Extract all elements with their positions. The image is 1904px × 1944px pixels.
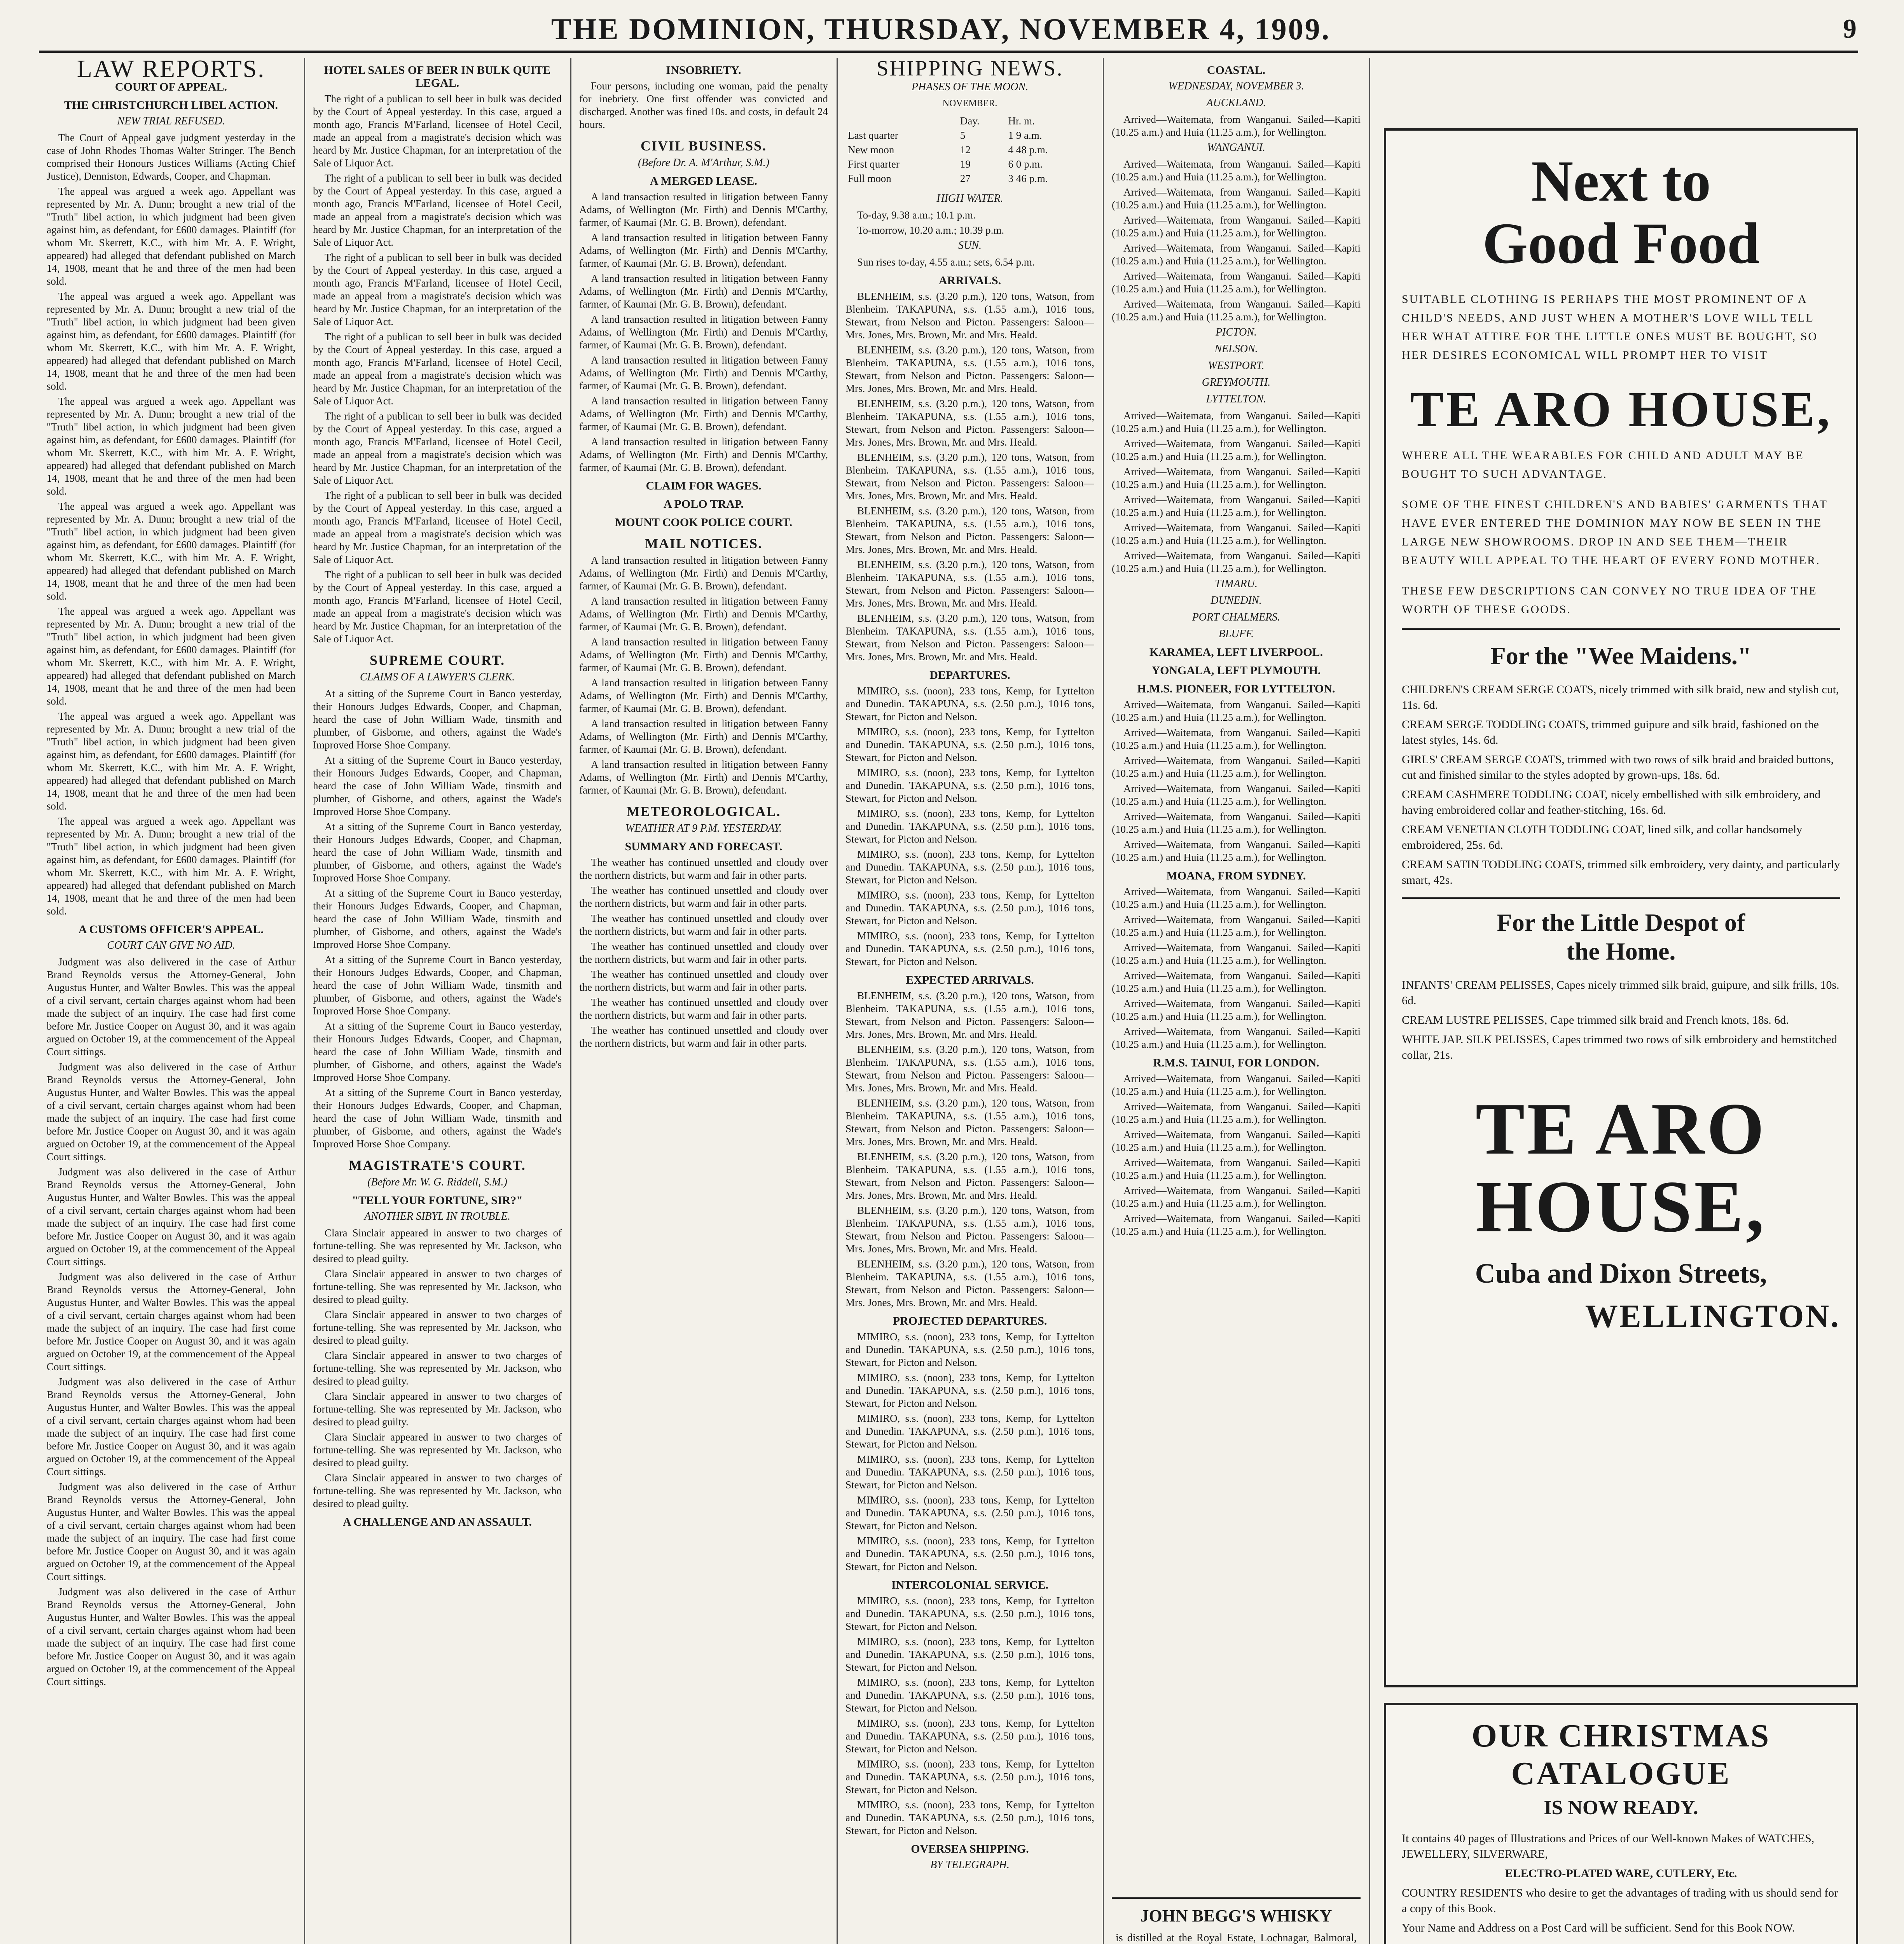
body-text-line: MIMIRO, s.s. (noon), 233 tons, Kemp, for Lyttelton and Dunedin. TAKAPUNA, s.s. (2.50 p.m.), 1016 tons, Stewart, for Picton and Nelson. <box>845 1717 1094 1755</box>
court-body-text <box>313 172 562 645</box>
body-text-line: BLENHEIM, s.s. (3.20 p.m.), 120 tons, Watson, from Blenheim. TAKAPUNA, s.s. (1.55 a.m.), 1016 tons, Stewart, from Nelson and Picton. Passengers: Saloon—Mrs. Jones, Mrs. Brown, Mr. and Mrs. Heald. <box>845 1044 1094 1094</box>
insobriety-heading: INSOBRIETY. <box>666 64 741 77</box>
te-aro-where: WHERE ALL THE WEARABLES FOR CHILD AND ADULT MAY BE BOUGHT TO SUCH ADVANTAGE. <box>1402 449 1804 481</box>
law-paragraph: The appeal was argued a week ago. Appellant was represented by Mr. A. Dunn; brought a new trial of the "Truth" libel action, in which judgment had been given against him, as defendant, for £600 damages. Plaintiff (for whom Mr. Skerrett, K.C., with him Mr. A. F. Wright, appeared) had alleged that defendant published on March 14, 1908, meant that he and three of the men had been sold. <box>47 185 295 287</box>
arrivals-paragraph: BLENHEIM, s.s. (3.20 p.m.), 120 tons, Watson, from Blenheim. TAKAPUNA, s.s. (1.55 a.m.), 1016 tons, Stewart, from Nelson and Picton. Passengers: Saloon—Mrs. Jones, Mrs. Brown, Mr. and Mrs. Heald. <box>845 290 1094 341</box>
body-text-line: Arrived—Waitemata, from Wanganui. Sailed—Kapiti (10.25 a.m.) and Huia (11.25 a.m.), for Wellington. <box>1112 783 1361 807</box>
body-text-line: Arrived—Waitemata, from Wanganui. Sailed—Kapiti (10.25 a.m.) and Huia (11.25 a.m.), for Wellington. <box>1112 438 1361 462</box>
arrivals-body-text <box>845 344 1094 663</box>
karamea-heading: KARAMEA, LEFT LIVERPOOL. <box>1149 646 1323 659</box>
departures-body-text <box>845 726 1094 968</box>
te-aro-intro: SUITABLE CLOTHING IS PERHAPS THE MOST PROMINENT OF A CHILD'S NEEDS, AND JUST WHEN A MOTHER'S LOVE WILL TELL HER WHAT ATTIRE FOR THE LITTLE ONES MUST BE BOUGHT, SO HER DESIRES ECONOMICAL WILL PROMPT HER TO VISIT <box>1402 293 1818 362</box>
column-rule <box>570 58 571 1944</box>
column-court-news <box>313 58 562 1944</box>
te-aro-address: Cuba and Dixon Streets, <box>1475 1258 1767 1289</box>
body-text-line: The right of a publican to sell beer in bulk was decided by the Court of Appeal yesterday. In this case, argued a month ago, Francis M'Farland, licensee of Hotel Cecil, made an appeal from a magistrate's decision which was heard by Mr. Justice Chapman, for an interpretation of the Sale of Liquor Act. <box>313 489 562 565</box>
sibyl-heading: ANOTHER SIBYL IN TROUBLE. <box>364 1210 510 1222</box>
body-text-line: Arrived—Waitemata, from Wanganui. Sailed—Kapiti (10.25 a.m.) and Huia (11.25 a.m.), for Wellington. <box>1112 755 1361 779</box>
body-text-line: A land transaction resulted in litigation between Fanny Adams, of Wellington (Mr. Firth) and Dennis M'Carthy, farmer, of Kaumai (Mr. G. B. Brown), defendant. <box>579 595 828 633</box>
body-text-line: The weather has continued unsettled and cloudy over the northern districts, but warm and fair in other parts. <box>579 913 828 937</box>
column-civil-mail <box>579 58 828 1944</box>
lawyers-clerk-heading: CLAIMS OF A LAWYER'S CLERK. <box>360 671 515 683</box>
body-text-line: Arrived—Waitemata, from Wanganui. Sailed—Kapiti (10.25 a.m.) and Huia (11.25 a.m.), for Wellington. <box>1112 914 1361 938</box>
moon-day: 27 <box>960 173 971 184</box>
coastal-date: WEDNESDAY, NOVEMBER 3. <box>1168 80 1304 92</box>
sun-heading: SUN. <box>958 240 982 252</box>
departures-heading: DEPARTURES. <box>929 669 1010 682</box>
coastal-body-text <box>1112 1072 1361 1238</box>
body-text-line: At a sitting of the Supreme Court in Banco yesterday, their Honours Judges Edwards, Cooper, and Chapman, heard the case of John William Wade, tinsmith and plumber, of Gisborne, and others, against the Wade's Improved Horse Shoe Company. <box>313 1087 562 1150</box>
pioneer-heading: H.M.S. PIONEER, FOR LYTTELTON. <box>1137 682 1335 695</box>
body-text-line: Arrived—Waitemata, from Wanganui. Sailed—Kapiti (10.25 a.m.) and Huia (11.25 a.m.), for Wellington. <box>1112 1073 1361 1097</box>
despot-item: WHITE JAP. SILK PELISSES, Capes trimmed two rows of silk embroidery and hemstitched collar, 21s. <box>1402 1033 1837 1061</box>
body-text-line: At a sitting of the Supreme Court in Banco yesterday, their Honours Judges Edwards, Cooper, and Chapman, heard the case of John William Wade, tinsmith and plumber, of Gisborne, and others, against the Wade's Improved Horse Shoe Company. <box>313 754 562 817</box>
christmas-catalogue-ad <box>1384 1703 1858 1944</box>
body-text-line: The weather has continued unsettled and cloudy over the northern districts, but warm and fair in other parts. <box>579 941 828 965</box>
body-text-line: The appeal was argued a week ago. Appellant was represented by Mr. A. Dunn; brought a new trial of the "Truth" libel action, in which judgment had been given against him, as defendant, for £600 damages. Plaintiff (for whom Mr. Skerrett, K.C., with him Mr. A. F. Wright, appeared) had alleged that defendant published on March 14, 1908, meant that he and three of the men had been sold. <box>47 290 295 392</box>
court-paragraph: The right of a publican to sell beer in bulk was decided by the Court of Appeal yesterday. In this case, argued a month ago, Francis M'Farland, licensee of Hotel Cecil, made an appeal from a magistrate's decision which was heard by Mr. Justice Chapman, for an interpretation of the Sale of Liquor Act. <box>313 93 562 169</box>
law-body-text <box>47 290 295 918</box>
body-text-line: A land transaction resulted in litigation between Fanny Adams, of Wellington (Mr. Firth) and Dennis M'Carthy, farmer, of Kaumai (Mr. G. B. Brown), defendant. <box>579 273 828 310</box>
civil-sub-heading: (Before Dr. A. M'Arthur, S.M.) <box>638 157 770 169</box>
law-paragraph: Judgment was also delivered in the case of Arthur Brand Reynolds versus the Attorney-General, John Augustus Hunter, and Walter Bowles. This was the appeal of a civil servant, certain charges against whom had been made the subject of an inquiry. The case had first come before Mr. Justice Cooper on August 30, and it was again argued on October 19, at the commencement of the Appeal Court sittings. <box>47 956 295 1058</box>
body-text-line: The weather has continued unsettled and cloudy over the northern districts, but warm and fair in other parts. <box>579 996 828 1021</box>
body-text-line: Arrived—Waitemata, from Wanganui. Sailed—Kapiti (10.25 a.m.) and Huia (11.25 a.m.), for Wellington. <box>1112 494 1361 518</box>
page-number: 9 <box>1843 14 1858 44</box>
telegraph-heading: BY TELEGRAPH. <box>930 1859 1010 1871</box>
body-text-line: MIMIRO, s.s. (noon), 233 tons, Kemp, for Lyttelton and Dunedin. TAKAPUNA, s.s. (2.50 p.m.), 1016 tons, Stewart, for Picton and Nelson. <box>845 1636 1094 1673</box>
tainui-heading: R.M.S. TAINUI, FOR LONDON. <box>1153 1056 1319 1069</box>
whisky-body: is distilled at the Royal Estate, Lochnagar, Balmoral, <box>1116 1932 1357 1944</box>
body-text-line: MIMIRO, s.s. (noon), 233 tons, Kemp, for Lyttelton and Dunedin. TAKAPUNA, s.s. (2.50 p.m.), 1016 tons, Stewart, for Picton and Nelson. <box>845 1535 1094 1572</box>
body-text-line: Arrived—Waitemata, from Wanganui. Sailed—Kapiti (10.25 a.m.) and Huia (11.25 a.m.), for Wellington. <box>1112 522 1361 546</box>
body-text-line: MIMIRO, s.s. (noon), 233 tons, Kemp, for Lyttelton and Dunedin. TAKAPUNA, s.s. (2.50 p.m.), 1016 tons, Stewart, for Picton and Nelson. <box>845 1677 1094 1714</box>
projected-body-text <box>845 1330 1094 1573</box>
new-trial-refused-heading: NEW TRIAL REFUSED. <box>117 115 225 127</box>
body-text-line: BLENHEIM, s.s. (3.20 p.m.), 120 tons, Watson, from Blenheim. TAKAPUNA, s.s. (1.55 a.m.), 1016 tons, Stewart, from Nelson and Picton. Passengers: Saloon—Mrs. Jones, Mrs. Brown, Mr. and Mrs. Heald. <box>845 559 1094 609</box>
civil-business-heading: CIVIL BUSINESS. <box>640 138 767 154</box>
body-text-line: Arrived—Waitemata, from Wanganui. Sailed—Kapiti (10.25 a.m.) and Huia (11.25 a.m.), for Wellington. <box>1112 811 1361 835</box>
coastal-body-text <box>1112 885 1361 1051</box>
high-water-tomorrow: To-morrow, 10.20 a.m.; 10.39 p.m. <box>857 224 1004 236</box>
body-text-line: Clara Sinclair appeared in answer to two charges of fortune-telling. She was represented by Mr. Jackson, who desired to plead guilty. <box>313 1350 562 1387</box>
body-text-line: MIMIRO, s.s. (noon), 233 tons, Kemp, for Lyttelton and Dunedin. TAKAPUNA, s.s. (2.50 p.m.), 1016 tons, Stewart, for Picton and Nelson. <box>845 1595 1094 1632</box>
body-text-line: Judgment was also delivered in the case of Arthur Brand Reynolds versus the Attorney-General, John Augustus Hunter, and Walter Bowles. This was the appeal of a civil servant, certain charges against whom had been made the subject of an inquiry. The case had first come before Mr. Justice Cooper on August 30, and it was again argued on October 19, at the commencement of the Appeal Court sittings. <box>47 1586 295 1687</box>
column-rule <box>1369 58 1370 1944</box>
sun-text: Sun rises to-day, 4.55 a.m.; sets, 6.54 p.m. <box>857 256 1035 268</box>
moon-table <box>845 114 1094 186</box>
body-text-line: Arrived—Waitemata, from Wanganui. Sailed—Kapiti (10.25 a.m.) and Huia (11.25 a.m.), for Wellington. <box>1112 214 1361 239</box>
body-text-line: A land transaction resulted in litigation between Fanny Adams, of Wellington (Mr. Firth) and Dennis M'Carthy, farmer, of Kaumai (Mr. G. B. Brown), defendant. <box>579 759 828 796</box>
body-text-line: A land transaction resulted in litigation between Fanny Adams, of Wellington (Mr. Firth) and Dennis M'Carthy, farmer, of Kaumai (Mr. G. B. Brown), defendant. <box>579 554 828 592</box>
moon-row <box>845 157 1094 171</box>
customs-appeal-heading: A CUSTOMS OFFICER'S APPEAL. <box>78 923 264 936</box>
court-paragraph: Clara Sinclair appeared in answer to two charges of fortune-telling. She was represented by Mr. Jackson, who desired to plead guilty. <box>313 1227 562 1264</box>
court-paragraph: At a sitting of the Supreme Court in Banco yesterday, their Honours Judges Edwards, Cooper, and Chapman, heard the case of John William Wade, tinsmith and plumber, of Gisborne, and others, against the Wade's Improved Horse Shoe Company. <box>313 688 562 751</box>
libel-action-heading: THE CHRISTCHURCH LIBEL ACTION. <box>64 99 278 112</box>
mount-cook-heading: MOUNT COOK POLICE COURT. <box>615 516 793 529</box>
moon-phase: New moon <box>848 144 894 156</box>
arrivals-heading: ARRIVALS. <box>938 274 1001 287</box>
body-text-line: The appeal was argued a week ago. Appellant was represented by Mr. A. Dunn; brought a new trial of the "Truth" libel action, in which judgment had been given against him, as defendant, for £600 damages. Plaintiff (for whom Mr. Skerrett, K.C., with him Mr. A. F. Wright, appeared) had alleged that defendant published on March 14, 1908, meant that he and three of the men had been sold. <box>47 395 295 497</box>
body-text-line: BLENHEIM, s.s. (3.20 p.m.), 120 tons, Watson, from Blenheim. TAKAPUNA, s.s. (1.55 a.m.), 1016 tons, Stewart, from Nelson and Picton. Passengers: Saloon—Mrs. Jones, Mrs. Brown, Mr. and Mrs. Heald. <box>845 1258 1094 1308</box>
hotel-beer-heading: HOTEL SALES OF BEER IN BULK QUITE LEGAL. <box>324 64 551 89</box>
moon-time: 4 48 p.m. <box>1008 144 1048 156</box>
port-timaru: TIMARU. <box>1215 578 1258 590</box>
body-text-line: Arrived—Waitemata, from Wanganui. Sailed—Kapiti (10.25 a.m.) and Huia (11.25 a.m.), for Wellington. <box>1112 270 1361 295</box>
body-text-line: A land transaction resulted in litigation between Fanny Adams, of Wellington (Mr. Firth) and Dennis M'Carthy, farmer, of Kaumai (Mr. G. B. Brown), defendant. <box>579 636 828 673</box>
summary-forecast-heading: SUMMARY AND FORECAST. <box>625 840 783 853</box>
catalogue-body: COUNTRY RESIDENTS who desire to get the advantages of trading with us should send for a copy of this Book. <box>1402 1886 1838 1915</box>
next-to-headline: Next to <box>1531 149 1711 213</box>
high-water-today: To-day, 9.38 a.m.; 10.1 p.m. <box>857 209 976 221</box>
body-text-line: BLENHEIM, s.s. (3.20 p.m.), 120 tons, Watson, from Blenheim. TAKAPUNA, s.s. (1.55 a.m.), 1016 tons, Stewart, from Nelson and Picton. Passengers: Saloon—Mrs. Jones, Mrs. Brown, Mr. and Mrs. Heald. <box>845 344 1094 394</box>
port-dunedin: DUNEDIN. <box>1211 594 1262 607</box>
body-text-line: The right of a publican to sell beer in bulk was decided by the Court of Appeal yesterday. In this case, argued a month ago, Francis M'Farland, licensee of Hotel Cecil, made an appeal from a magistrate's decision which was heard by Mr. Justice Chapman, for an interpretation of the Sale of Liquor Act. <box>313 569 562 645</box>
coastal-body-text <box>1112 409 1361 575</box>
body-text-line: BLENHEIM, s.s. (3.20 p.m.), 120 tons, Watson, from Blenheim. TAKAPUNA, s.s. (1.55 a.m.), 1016 tons, Stewart, from Nelson and Picton. Passengers: Saloon—Mrs. Jones, Mrs. Brown, Mr. and Mrs. Heald. <box>845 990 1094 1040</box>
body-text-line: The appeal was argued a week ago. Appellant was represented by Mr. A. Dunn; brought a new trial of the "Truth" libel action, in which judgment had been given against him, as defendant, for £600 damages. Plaintiff (for whom Mr. Skerrett, K.C., with him Mr. A. F. Wright, appeared) had alleged that defendant published on March 14, 1908, meant that he and three of the men had been sold. <box>47 605 295 707</box>
departures-paragraph: MIMIRO, s.s. (noon), 233 tons, Kemp, for Lyttelton and Dunedin. TAKAPUNA, s.s. (2.50 p.m.), 1016 tons, Stewart, for Picton and Nelson. <box>845 685 1094 722</box>
body-text-line: Arrived—Waitemata, from Wanganui. Sailed—Kapiti (10.25 a.m.) and Huia (11.25 a.m.), for Wellington. <box>1112 727 1361 751</box>
body-text-line: BLENHEIM, s.s. (3.20 p.m.), 120 tons, Watson, from Blenheim. TAKAPUNA, s.s. (1.55 a.m.), 1016 tons, Stewart, from Nelson and Picton. Passengers: Saloon—Mrs. Jones, Mrs. Brown, Mr. and Mrs. Heald. <box>845 451 1094 502</box>
body-text-line: The weather has continued unsettled and cloudy over the northern districts, but warm and fair in other parts. <box>579 969 828 993</box>
mail-body-text <box>579 554 828 797</box>
port-westport: WESTPORT. <box>1208 360 1265 372</box>
body-text-line: Clara Sinclair appeared in answer to two charges of fortune-telling. She was represented by Mr. Jackson, who desired to plead guilty. <box>313 1268 562 1305</box>
body-text-line: Clara Sinclair appeared in answer to two charges of fortune-telling. She was represented by Mr. Jackson, who desired to plead guilty. <box>313 1390 562 1428</box>
moon-col-day: Day. <box>960 115 980 127</box>
body-text-line: Arrived—Waitemata, from Wanganui. Sailed—Kapiti (10.25 a.m.) and Huia (11.25 a.m.), for Wellington. <box>1112 1213 1361 1237</box>
body-text-line: MIMIRO, s.s. (noon), 233 tons, Kemp, for Lyttelton and Dunedin. TAKAPUNA, s.s. (2.50 p.m.), 1016 tons, Stewart, for Picton and Nelson. <box>845 1413 1094 1450</box>
te-aro-city: WELLINGTON. <box>1585 1298 1840 1334</box>
body-text-line: A land transaction resulted in litigation between Fanny Adams, of Wellington (Mr. Firth) and Dennis M'Carthy, farmer, of Kaumai (Mr. G. B. Brown), defendant. <box>579 232 828 269</box>
body-text-line: Judgment was also delivered in the case of Arthur Brand Reynolds versus the Attorney-General, John Augustus Hunter, and Walter Bowles. This was the appeal of a civil servant, certain charges against whom had been made the subject of an inquiry. The case had first come before Mr. Justice Cooper on August 30, and it was again argued on October 19, at the commencement of the Appeal Court sittings. <box>47 1481 295 1582</box>
body-text-line: Clara Sinclair appeared in answer to two charges of fortune-telling. She was represented by Mr. Jackson, who desired to plead guilty. <box>313 1309 562 1346</box>
good-food-headline: Good Food <box>1482 211 1760 276</box>
moon-month: NOVEMBER. <box>942 98 997 108</box>
body-text-line: Arrived—Waitemata, from Wanganui. Sailed—Kapiti (10.25 a.m.) and Huia (11.25 a.m.), for Wellington. <box>1112 1026 1361 1050</box>
body-text-line: The right of a publican to sell beer in bulk was decided by the Court of Appeal yesterday. In this case, argued a month ago, Francis M'Farland, licensee of Hotel Cecil, made an appeal from a magistrate's decision which was heard by Mr. Justice Chapman, for an interpretation of the Sale of Liquor Act. <box>313 410 562 486</box>
wee-item: CREAM VENETIAN CLOTH TODDLING COAT, lined silk, and collar handsomely embroidered, 25s. 6d. <box>1402 823 1803 851</box>
moon-heading: PHASES OF THE MOON. <box>911 81 1029 93</box>
intercolonial-body-text <box>845 1594 1094 1837</box>
body-text-line: A land transaction resulted in litigation between Fanny Adams, of Wellington (Mr. Firth) and Dennis M'Carthy, farmer, of Kaumai (Mr. G. B. Brown), defendant. <box>579 354 828 392</box>
begg-whisky-ad <box>1112 1897 1361 1944</box>
masthead <box>39 8 1858 53</box>
high-water-heading: HIGH WATER. <box>936 192 1003 205</box>
body-text-line: A land transaction resulted in litigation between Fanny Adams, of Wellington (Mr. Firth) and Dennis M'Carthy, farmer, of Kaumai (Mr. G. B. Brown), defendant. <box>579 718 828 755</box>
body-text-line: At a sitting of the Supreme Court in Banco yesterday, their Honours Judges Edwards, Cooper, and Chapman, heard the case of John William Wade, tinsmith and plumber, of Gisborne, and others, against the Wade's Improved Horse Shoe Company. <box>313 1020 562 1083</box>
body-text-line: The right of a publican to sell beer in bulk was decided by the Court of Appeal yesterday. In this case, argued a month ago, Francis M'Farland, licensee of Hotel Cecil, made an appeal from a magistrate's decision which was heard by Mr. Justice Chapman, for an interpretation of the Sale of Liquor Act. <box>313 172 562 248</box>
body-text-line: MIMIRO, s.s. (noon), 233 tons, Kemp, for Lyttelton and Dunedin. TAKAPUNA, s.s. (2.50 p.m.), 1016 tons, Stewart, for Picton and Nelson. <box>845 889 1094 927</box>
moon-time: 1 9 a.m. <box>1008 129 1042 141</box>
port-chalmers: PORT CHALMERS. <box>1192 611 1280 623</box>
body-text-line: A land transaction resulted in litigation between Fanny Adams, of Wellington (Mr. Firth) and Dennis M'Carthy, farmer, of Kaumai (Mr. G. B. Brown), defendant. <box>579 313 828 351</box>
body-text-line: Arrived—Waitemata, from Wanganui. Sailed—Kapiti (10.25 a.m.) and Huia (11.25 a.m.), for Wellington. <box>1112 699 1361 723</box>
te-aro-these: THESE FEW DESCRIPTIONS CAN CONVEY NO TRUE IDEA OF THE WORTH OF THESE GOODS. <box>1402 584 1817 616</box>
port-greymouth: GREYMOUTH. <box>1202 376 1271 388</box>
body-text-line: BLENHEIM, s.s. (3.20 p.m.), 120 tons, Watson, from Blenheim. TAKAPUNA, s.s. (1.55 a.m.), 1016 tons, Stewart, from Nelson and Picton. Passengers: Saloon—Mrs. Jones, Mrs. Brown, Mr. and Mrs. Heald. <box>845 1097 1094 1147</box>
wee-maidens-heading: For the "Wee Maidens." <box>1490 642 1752 670</box>
body-text-line: Arrived—Waitemata, from Wanganui. Sailed—Kapiti (10.25 a.m.) and Huia (11.25 a.m.), for Wellington. <box>1112 1157 1361 1181</box>
body-text-line: A land transaction resulted in litigation between Fanny Adams, of Wellington (Mr. Firth) and Dennis M'Carthy, farmer, of Kaumai (Mr. G. B. Brown), defendant. <box>579 436 828 473</box>
expected-arrivals-heading: EXPECTED ARRIVALS. <box>906 974 1034 986</box>
body-text-line: Arrived—Waitemata, from Wanganui. Sailed—Kapiti (10.25 a.m.) and Huia (11.25 a.m.), for Wellington. <box>1112 242 1361 267</box>
moon-day: 12 <box>960 144 971 156</box>
body-text-line: The appeal was argued a week ago. Appellant was represented by Mr. A. Dunn; brought a new trial of the "Truth" libel action, in which judgment had been given against him, as defendant, for £600 damages. Plaintiff (for whom Mr. Skerrett, K.C., with him Mr. A. F. Wright, appeared) had alleged that defendant published on March 14, 1908, meant that he and three of the men had been sold. <box>47 815 295 917</box>
body-text-line: Clara Sinclair appeared in answer to two charges of fortune-telling. She was represented by Mr. Jackson, who desired to plead guilty. <box>313 1472 562 1509</box>
shipping-news-heading: SHIPPING NEWS. <box>876 58 1064 80</box>
te-aro-house-ad <box>1384 128 1858 1687</box>
projected-departures-heading: PROJECTED DEPARTURES. <box>893 1315 1047 1327</box>
body-text-line: The right of a publican to sell beer in bulk was decided by the Court of Appeal yesterday. In this case, argued a month ago, Francis M'Farland, licensee of Hotel Cecil, made an appeal from a magistrate's decision which was heard by Mr. Justice Chapman, for an interpretation of the Sale of Liquor Act. <box>313 331 562 407</box>
body-text-line: MIMIRO, s.s. (noon), 233 tons, Kemp, for Lyttelton and Dunedin. TAKAPUNA, s.s. (2.50 p.m.), 1016 tons, Stewart, for Picton and Nelson. <box>845 1799 1094 1836</box>
body-text-line: Judgment was also delivered in the case of Arthur Brand Reynolds versus the Attorney-General, John Augustus Hunter, and Walter Bowles. This was the appeal of a civil servant, certain charges against whom had been made the subject of an inquiry. The case had first come before Mr. Justice Cooper on August 30, and it was again argued on October 19, at the commencement of the Appeal Court sittings. <box>47 1061 295 1163</box>
te-aro-some: SOME OF THE FINEST CHILDREN'S AND BABIES' GARMENTS THAT HAVE EVER ENTERED THE DOMINION MAY NOW BE SEEN IN THE LARGE NEW SHOWROOMS. DROP IN AND SEE THEM—THEIR BEAUTY WILL APPEAL TO THE HEART OF EVERY FOND MOTHER. <box>1402 498 1828 567</box>
body-text-line: MIMIRO, s.s. (noon), 233 tons, Kemp, for Lyttelton and Dunedin. TAKAPUNA, s.s. (2.50 p.m.), 1016 tons, Stewart, for Picton and Nelson. <box>845 848 1094 886</box>
oversea-heading: OVERSEA SHIPPING. <box>911 1843 1029 1855</box>
body-text-line: MIMIRO, s.s. (noon), 233 tons, Kemp, for Lyttelton and Dunedin. TAKAPUNA, s.s. (2.50 p.m.), 1016 tons, Stewart, for Picton and Nelson. <box>845 1758 1094 1795</box>
despot-item: CREAM LUSTRE PELISSES, Cape trimmed silk braid and French knots, 18s. 6d. <box>1402 1014 1789 1026</box>
moon-phase: Full moon <box>848 173 891 184</box>
moon-time: 3 46 p.m. <box>1008 173 1048 184</box>
body-text-line: At a sitting of the Supreme Court in Banco yesterday, their Honours Judges Edwards, Cooper, and Chapman, heard the case of John William Wade, tinsmith and plumber, of Gisborne, and others, against the Wade's Improved Horse Shoe Company. <box>313 821 562 884</box>
ad-divider <box>1402 628 1840 630</box>
moon-phase: Last quarter <box>848 129 898 141</box>
law-body-text <box>47 1061 295 1688</box>
expected-body-text <box>845 989 1094 1309</box>
coastal-body-text <box>1112 698 1361 864</box>
port-wanganui: WANGANUI. <box>1207 142 1265 154</box>
column-rule <box>1103 58 1104 1944</box>
catalogue-sub: IS NOW READY. <box>1544 1797 1698 1819</box>
body-text-line: MIMIRO, s.s. (noon), 233 tons, Kemp, for Lyttelton and Dunedin. TAKAPUNA, s.s. (2.50 p.m.), 1016 tons, Stewart, for Picton and Nelson. <box>845 808 1094 845</box>
little-despot-heading: For the Little Despot of <box>1497 909 1745 936</box>
body-text-line: A land transaction resulted in litigation between Fanny Adams, of Wellington (Mr. Firth) and Dennis M'Carthy, farmer, of Kaumai (Mr. G. B. Brown), defendant. <box>579 677 828 714</box>
body-text-line: BLENHEIM, s.s. (3.20 p.m.), 120 tons, Watson, from Blenheim. TAKAPUNA, s.s. (1.55 a.m.), 1016 tons, Stewart, from Nelson and Picton. Passengers: Saloon—Mrs. Jones, Mrs. Brown, Mr. and Mrs. Heald. <box>845 1151 1094 1201</box>
coastal-heading: COASTAL. <box>1207 64 1266 77</box>
magistrates-court-heading: MAGISTRATE'S COURT. <box>349 1157 526 1173</box>
moon-phase: First quarter <box>848 158 900 170</box>
mail-notices-heading: MAIL NOTICES. <box>645 536 763 551</box>
merged-lease-heading: A MERGED LEASE. <box>650 175 757 187</box>
body-text-line: Arrived—Waitemata, from Wanganui. Sailed—Kapiti (10.25 a.m.) and Huia (11.25 a.m.), for Wellington. <box>1112 1185 1361 1209</box>
body-text-line: The weather has continued unsettled and cloudy over the northern districts, but warm and fair in other parts. <box>579 1024 828 1049</box>
civil-body-text <box>579 231 828 474</box>
wee-item: CREAM SERGE TODDLING COATS, trimmed guipure and silk braid, fashioned on the latest styles, 14s. 6d. <box>1402 718 1819 746</box>
moon-row <box>845 171 1094 186</box>
moon-day: 19 <box>960 158 971 170</box>
weather-sub-heading: WEATHER AT 9 P.M. YESTERDAY. <box>625 822 782 834</box>
column-law-reports <box>47 58 295 1944</box>
moon-row <box>845 143 1094 157</box>
court-body-text <box>313 1267 562 1510</box>
wee-item: CREAM CASHMERE TODDLING COAT, nicely embellished with silk embroidery, and having embroidered collar and feather-stitching, 16s. 6d. <box>1402 788 1821 816</box>
body-text-line: BLENHEIM, s.s. (3.20 p.m.), 120 tons, Watson, from Blenheim. TAKAPUNA, s.s. (1.55 a.m.), 1016 tons, Stewart, from Nelson and Picton. Passengers: Saloon—Mrs. Jones, Mrs. Brown, Mr. and Mrs. Heald. <box>845 398 1094 448</box>
intercolonial-heading: INTERCOLONIAL SERVICE. <box>891 1579 1049 1591</box>
ad-divider <box>1402 897 1840 899</box>
fortune-heading: "TELL YOUR FORTUNE, SIR?" <box>352 1194 523 1207</box>
body-text-line: Arrived—Waitemata, from Wanganui. Sailed—Kapiti (10.25 a.m.) and Huia (11.25 a.m.), for Wellington. <box>1112 839 1361 863</box>
te-aro-house-name-large: TE ARO HOUSE, <box>1475 1088 1767 1248</box>
forecast-paragraph: The weather has continued unsettled and cloudy over the northern districts, but warm and fair in other parts. <box>579 857 828 881</box>
court-body-text <box>313 754 562 1150</box>
forecast-body-text <box>579 884 828 1050</box>
moon-row <box>845 128 1094 143</box>
law-reports-heading: LAW REPORTS. <box>77 58 266 82</box>
body-text-line: Arrived—Waitemata, from Wanganui. Sailed—Kapiti (10.25 a.m.) and Huia (11.25 a.m.), for Wellington. <box>1112 998 1361 1022</box>
body-text-line: MIMIRO, s.s. (noon), 233 tons, Kemp, for Lyttelton and Dunedin. TAKAPUNA, s.s. (2.50 p.m.), 1016 tons, Stewart, for Picton and Nelson. <box>845 930 1094 967</box>
body-text-line: Arrived—Waitemata, from Wanganui. Sailed—Kapiti (10.25 a.m.) and Huia (11.25 a.m.), for Wellington. <box>1112 970 1361 994</box>
body-text-line: The appeal was argued a week ago. Appellant was represented by Mr. A. Dunn; brought a new trial of the "Truth" libel action, in which judgment had been given against him, as defendant, for £600 damages. Plaintiff (for whom Mr. Skerrett, K.C., with him Mr. A. F. Wright, appeared) had alleged that defendant published on March 14, 1908, meant that he and three of the men had been sold. <box>47 500 295 602</box>
column-rule <box>837 58 838 1944</box>
column-shipping <box>845 58 1094 1944</box>
civil-paragraph: A land transaction resulted in litigation between Fanny Adams, of Wellington (Mr. Firth) and Dennis M'Carthy, farmer, of Kaumai (Mr. G. B. Brown), defendant. <box>579 191 828 228</box>
moana-heading: MOANA, FROM SYDNEY. <box>1166 869 1306 882</box>
catalogue-body: It contains 40 pages of Illustrations and Prices of our Well-known Makes of WATCHES, JEWELLERY, SILVERWARE, <box>1402 1832 1815 1860</box>
port-picton: PICTON. <box>1215 326 1257 338</box>
body-text-line: Arrived—Waitemata, from Wanganui. Sailed—Kapiti (10.25 a.m.) and Huia (11.25 a.m.), for Wellington. <box>1112 158 1361 183</box>
body-text-line: The weather has continued unsettled and cloudy over the northern districts, but warm and fair in other parts. <box>579 885 828 909</box>
column-coastal <box>1112 58 1361 1891</box>
body-text-line: BLENHEIM, s.s. (3.20 p.m.), 120 tons, Watson, from Blenheim. TAKAPUNA, s.s. (1.55 a.m.), 1016 tons, Stewart, from Nelson and Picton. Passengers: Saloon—Mrs. Jones, Mrs. Brown, Mr. and Mrs. Heald. <box>845 1205 1094 1255</box>
body-text-line: Arrived—Waitemata, from Wanganui. Sailed—Kapiti (10.25 a.m.) and Huia (11.25 a.m.), for Wellington. <box>1112 410 1361 434</box>
body-text-line: The appeal was argued a week ago. Appellant was represented by Mr. A. Dunn; brought a new trial of the "Truth" libel action, in which judgment had been given against him, as defendant, for £600 damages. Plaintiff (for whom Mr. Skerrett, K.C., with him Mr. A. F. Wright, appeared) had alleged that defendant published on March 14, 1908, meant that he and three of the men had been sold. <box>47 710 295 812</box>
body-text-line: Judgment was also delivered in the case of Arthur Brand Reynolds versus the Attorney-General, John Augustus Hunter, and Walter Bowles. This was the appeal of a civil servant, certain charges against whom had been made the subject of an inquiry. The case had first come before Mr. Justice Cooper on August 30, and it was again argued on October 19, at the commencement of the Appeal Court sittings. <box>47 1271 295 1372</box>
supreme-court-heading: SUPREME COURT. <box>369 652 505 668</box>
law-paragraph: The Court of Appeal gave judgment yesterday in the case of John Rhodes Thomas Walter Stringer. The Bench comprised their Honours Justices Williams (Acting Chief Justice), Denniston, Edwards, Cooper, and Chapman. <box>47 132 295 182</box>
body-text-line: Arrived—Waitemata, from Wanganui. Sailed—Kapiti (10.25 a.m.) and Huia (11.25 a.m.), for Wellington. <box>1112 466 1361 490</box>
wee-item: CHILDREN'S CREAM SERGE COATS, nicely trimmed with silk braid, new and stylish cut, 11s. 6d. <box>1402 683 1839 712</box>
moon-col-time: Hr. m. <box>1008 115 1035 127</box>
body-text-line: MIMIRO, s.s. (noon), 233 tons, Kemp, for Lyttelton and Dunedin. TAKAPUNA, s.s. (2.50 p.m.), 1016 tons, Stewart, for Picton and Nelson. <box>845 726 1094 763</box>
wee-item: CREAM SATIN TODDLING COATS, trimmed silk embroidery, very dainty, and particularly smart, 42s. <box>1402 858 1840 886</box>
masthead-title: THE DOMINION, THURSDAY, NOVEMBER 4, 1909. <box>551 12 1331 46</box>
port-auckland: AUCKLAND. <box>1206 97 1266 109</box>
body-text-line: MIMIRO, s.s. (noon), 233 tons, Kemp, for Lyttelton and Dunedin. TAKAPUNA, s.s. (2.50 p.m.), 1016 tons, Stewart, for Picton and Nelson. <box>845 1453 1094 1491</box>
wages-heading: CLAIM FOR WAGES. <box>646 479 762 492</box>
challenge-heading: A CHALLENGE AND AN ASSAULT. <box>343 1516 532 1528</box>
column-rule <box>304 58 305 1944</box>
moon-time: 6 0 p.m. <box>1008 158 1043 170</box>
moon-day: 5 <box>960 129 966 141</box>
body-text-line: Judgment was also delivered in the case of Arthur Brand Reynolds versus the Attorney-General, John Augustus Hunter, and Walter Bowles. This was the appeal of a civil servant, certain charges against whom had been made the subject of an inquiry. The case had first come before Mr. Justice Cooper on August 30, and it was again argued on October 19, at the commencement of the Appeal Court sittings. <box>47 1376 295 1477</box>
body-text-line: Arrived—Waitemata, from Wanganui. Sailed—Kapiti (10.25 a.m.) and Huia (11.25 a.m.), for Wellington. <box>1112 1101 1361 1125</box>
magistrate-sub-heading: (Before Mr. W. G. Riddell, S.M.) <box>367 1176 507 1188</box>
body-text-line: Arrived—Waitemata, from Wanganui. Sailed—Kapiti (10.25 a.m.) and Huia (11.25 a.m.), for Wellington. <box>1112 1129 1361 1153</box>
body-text-line: Arrived—Waitemata, from Wanganui. Sailed—Kapiti (10.25 a.m.) and Huia (11.25 a.m.), for Wellington. <box>1112 942 1361 966</box>
wee-item: GIRLS' CREAM SERGE COATS, trimmed with two rows of silk braid and braided buttons, cut and finished similar to the styles adopted by grown-ups, 18s. 6d. <box>1402 753 1834 781</box>
te-aro-house-name: TE ARO HOUSE, <box>1410 381 1832 437</box>
body-text-line: Arrived—Waitemata, from Wanganui. Sailed—Kapiti (10.25 a.m.) and Huia (11.25 a.m.), for Wellington. <box>1112 550 1361 574</box>
catalogue-title: OUR CHRISTMAS CATALOGUE <box>1471 1718 1771 1792</box>
yongala-heading: YONGALA, LEFT PLYMOUTH. <box>1151 664 1321 677</box>
coastal-body-text <box>1112 158 1361 323</box>
polo-trap-heading: A POLO TRAP. <box>664 498 744 510</box>
body-text-line: Judgment was also delivered in the case of Arthur Brand Reynolds versus the Attorney-General, John Augustus Hunter, and Walter Bowles. This was the appeal of a civil servant, certain charges against whom had been made the subject of an inquiry. The case had first come before Mr. Justice Cooper on August 30, and it was again argued on October 19, at the commencement of the Appeal Court sittings. <box>47 1166 295 1267</box>
body-text-line: BLENHEIM, s.s. (3.20 p.m.), 120 tons, Watson, from Blenheim. TAKAPUNA, s.s. (1.55 a.m.), 1016 tons, Stewart, from Nelson and Picton. Passengers: Saloon—Mrs. Jones, Mrs. Brown, Mr. and Mrs. Heald. <box>845 505 1094 555</box>
catalogue-body: Your Name and Address on a Post Card will be sufficient. Send for this Book NOW. <box>1402 1921 1795 1934</box>
catalogue-body: ELECTRO-PLATED WARE, CUTLERY, Etc. <box>1505 1867 1737 1880</box>
civil-paragraph: Four persons, including one woman, paid the penalty for inebriety. One first offender was convicted and discharged. Another was fined 10s. and costs, in default 24 hours. <box>579 80 828 130</box>
court-of-appeal-heading: COURT OF APPEAL. <box>115 80 227 93</box>
body-text-line: Clara Sinclair appeared in answer to two charges of fortune-telling. She was represented by Mr. Jackson, who desired to plead guilty. <box>313 1431 562 1468</box>
despot-item: INFANTS' CREAM PELISSES, Capes nicely trimmed silk braid, guipure, and silk frills, 10s. 6d. <box>1402 979 1839 1007</box>
body-text-line: MIMIRO, s.s. (noon), 233 tons, Kemp, for Lyttelton and Dunedin. TAKAPUNA, s.s. (2.50 p.m.), 1016 tons, Stewart, for Picton and Nelson. <box>845 1331 1094 1368</box>
coastal-paragraph: Arrived—Waitemata, from Wanganui. Sailed—Kapiti (10.25 a.m.) and Huia (11.25 a.m.), for Wellington. <box>1112 114 1361 138</box>
whisky-title: JOHN BEGG'S WHISKY <box>1140 1906 1332 1925</box>
body-text-line: BLENHEIM, s.s. (3.20 p.m.), 120 tons, Watson, from Blenheim. TAKAPUNA, s.s. (1.55 a.m.), 1016 tons, Stewart, from Nelson and Picton. Passengers: Saloon—Mrs. Jones, Mrs. Brown, Mr. and Mrs. Heald. <box>845 612 1094 663</box>
little-despot-heading-2: the Home. <box>1566 937 1676 965</box>
body-text-line: A land transaction resulted in litigation between Fanny Adams, of Wellington (Mr. Firth) and Dennis M'Carthy, farmer, of Kaumai (Mr. G. B. Brown), defendant. <box>579 395 828 432</box>
body-text-line: At a sitting of the Supreme Court in Banco yesterday, their Honours Judges Edwards, Cooper, and Chapman, heard the case of John William Wade, tinsmith and plumber, of Gisborne, and others, against the Wade's Improved Horse Shoe Company. <box>313 954 562 1017</box>
body-text-line: Arrived—Waitemata, from Wanganui. Sailed—Kapiti (10.25 a.m.) and Huia (11.25 a.m.), for Wellington. <box>1112 886 1361 910</box>
customs-sub-heading: COURT CAN GIVE NO AID. <box>107 939 235 951</box>
body-text-line: MIMIRO, s.s. (noon), 233 tons, Kemp, for Lyttelton and Dunedin. TAKAPUNA, s.s. (2.50 p.m.), 1016 tons, Stewart, for Picton and Nelson. <box>845 1494 1094 1531</box>
body-text-line: At a sitting of the Supreme Court in Banco yesterday, their Honours Judges Edwards, Cooper, and Chapman, heard the case of John William Wade, tinsmith and plumber, of Gisborne, and others, against the Wade's Improved Horse Shoe Company. <box>313 887 562 950</box>
body-text-line: The right of a publican to sell beer in bulk was decided by the Court of Appeal yesterday. In this case, argued a month ago, Francis M'Farland, licensee of Hotel Cecil, made an appeal from a magistrate's decision which was heard by Mr. Justice Chapman, for an interpretation of the Sale of Liquor Act. <box>313 252 562 327</box>
body-text-line: Arrived—Waitemata, from Wanganui. Sailed—Kapiti (10.25 a.m.) and Huia (11.25 a.m.), for Wellington. <box>1112 298 1361 323</box>
port-nelson: NELSON. <box>1214 343 1258 355</box>
body-text-line: MIMIRO, s.s. (noon), 233 tons, Kemp, for Lyttelton and Dunedin. TAKAPUNA, s.s. (2.50 p.m.), 1016 tons, Stewart, for Picton and Nelson. <box>845 1372 1094 1409</box>
port-bluff: BLUFF. <box>1218 628 1254 640</box>
body-text-line: MIMIRO, s.s. (noon), 233 tons, Kemp, for Lyttelton and Dunedin. TAKAPUNA, s.s. (2.50 p.m.), 1016 tons, Stewart, for Picton and Nelson. <box>845 767 1094 804</box>
body-text-line: Arrived—Waitemata, from Wanganui. Sailed—Kapiti (10.25 a.m.) and Huia (11.25 a.m.), for Wellington. <box>1112 186 1361 211</box>
port-lyttelton: LYTTELTON. <box>1206 393 1266 405</box>
meteorological-heading: METEOROLOGICAL. <box>626 804 781 819</box>
